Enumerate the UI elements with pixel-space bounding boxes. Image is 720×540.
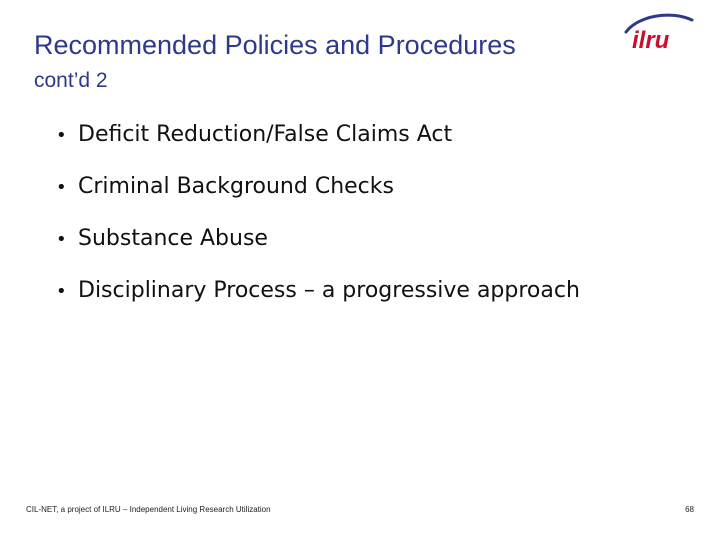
- bullet-dot: •: [56, 125, 67, 146]
- bullet-text: Disciplinary Process – a progressive approach: [78, 278, 580, 303]
- title-main: Recommended Policies and Procedures: [34, 30, 516, 60]
- bullet-text: Substance Abuse: [78, 226, 268, 251]
- logo-text: ilru: [632, 27, 670, 52]
- bullet-item: [56, 174, 580, 226]
- bullet-item: [56, 226, 580, 278]
- title-sub: cont’d 2: [34, 69, 108, 92]
- bullet-dot: •: [56, 281, 67, 302]
- bullet-item: [56, 122, 580, 174]
- bullet-dot: •: [56, 229, 67, 250]
- slide-title: [34, 29, 554, 97]
- ilru-logo: [622, 12, 694, 52]
- bullet-dot: •: [56, 177, 67, 198]
- bullet-text: Criminal Background Checks: [78, 174, 394, 199]
- bullet-text: Deficit Reduction/False Claims Act: [78, 122, 453, 147]
- bullet-item: [56, 278, 580, 330]
- footer-text: CIL-NET, a project of ILRU – Independent Living Research Utilization: [26, 505, 271, 514]
- bullet-list: [56, 122, 580, 330]
- page-number: 68: [685, 505, 694, 514]
